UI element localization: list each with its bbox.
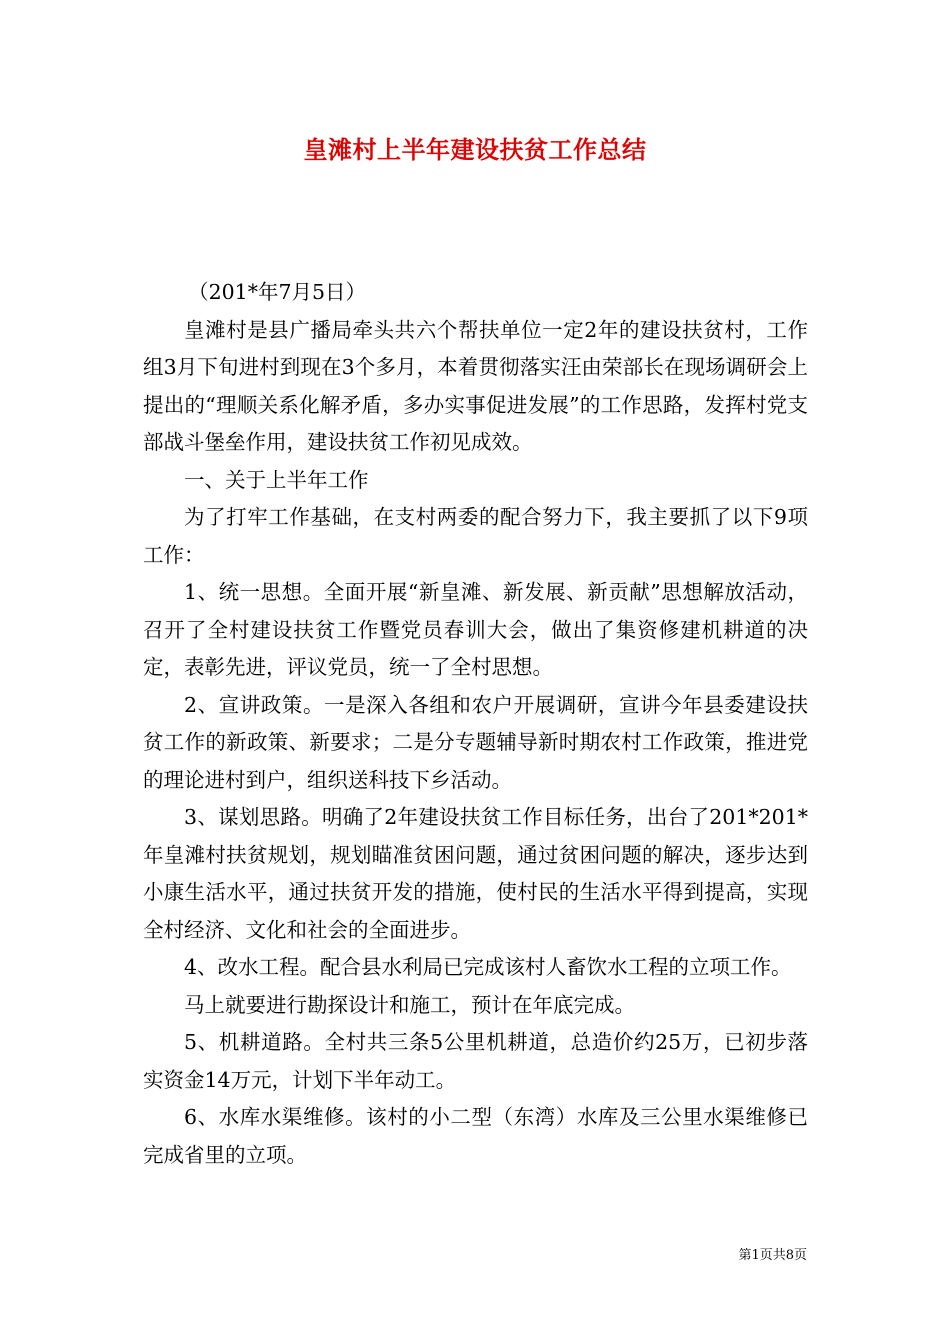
intro-paragraph: 皇滩村是县广播局牵头共六个帮扶单位一定2年的建设扶贫村，工作组3月下旬进村到现在3个多月，本着贯彻落实汪由荣部长在现场调研会上提出的“理顺关系化解矛盾，多办实事促进发展”的工作思路，发挥村党支部战斗堡垒作用，建设扶贫工作初见成效。 [143, 317, 808, 454]
section-intro-paragraph: 为了打牢工作基础，在支村两委的配合努力下，我主要抓了以下9项工作： [143, 505, 808, 567]
item-2-paragraph: 2、宣讲政策。一是深入各组和农户开展调研，宣讲今年县委建设扶贫工作的新政策、新要求；二是分专题辅导新时期农村工作政策，推进党的理论进村到户，组织送科技下乡活动。 [143, 692, 808, 792]
page-number-footer: 第1页共8页 [738, 1248, 807, 1263]
date-line: （201*年7月5日） [188, 280, 367, 304]
document-body [143, 274, 808, 1174]
section-heading: 一、关于上半年工作 [184, 467, 369, 492]
item-5-paragraph: 5、机耕道路。全村共三条5公里机耕道，总造价约25万，已初步落实资金14万元，计划下半年动工。 [143, 1030, 808, 1092]
item-6-paragraph: 6、水库水渠维修。该村的小二型（东湾）水库及三公里水渠维修已完成省里的立项。 [143, 1105, 808, 1167]
item-3-paragraph: 3、谋划思路。明确了2年建设扶贫工作目标任务，出台了201*201*年皇滩村扶贫规划，规划瞄准贫困问题，通过贫困问题的解决，逐步达到小康生活水平，通过扶贫开发的措施，使村民的生活水平得到提高，实现全村经济、文化和社会的全面进步。 [143, 805, 808, 942]
item-4-continuation-paragraph: 马上就要进行勘探设计和施工，预计在年底完成。 [184, 992, 635, 1017]
item-4-paragraph: 4、改水工程。配合县水利局已完成该村人畜饮水工程的立项工作。 [184, 955, 792, 979]
document-title: 皇滩村上半年建设扶贫工作总结 [303, 135, 647, 164]
item-1-paragraph: 1、统一思想。全面开展“新皇滩、新发展、新贡献”思想解放活动，召开了全村建设扶贫工作暨党员春训大会，做出了集资修建机耕道的决定，表彰先进，评议党员，统一了全村思想。 [143, 580, 808, 679]
